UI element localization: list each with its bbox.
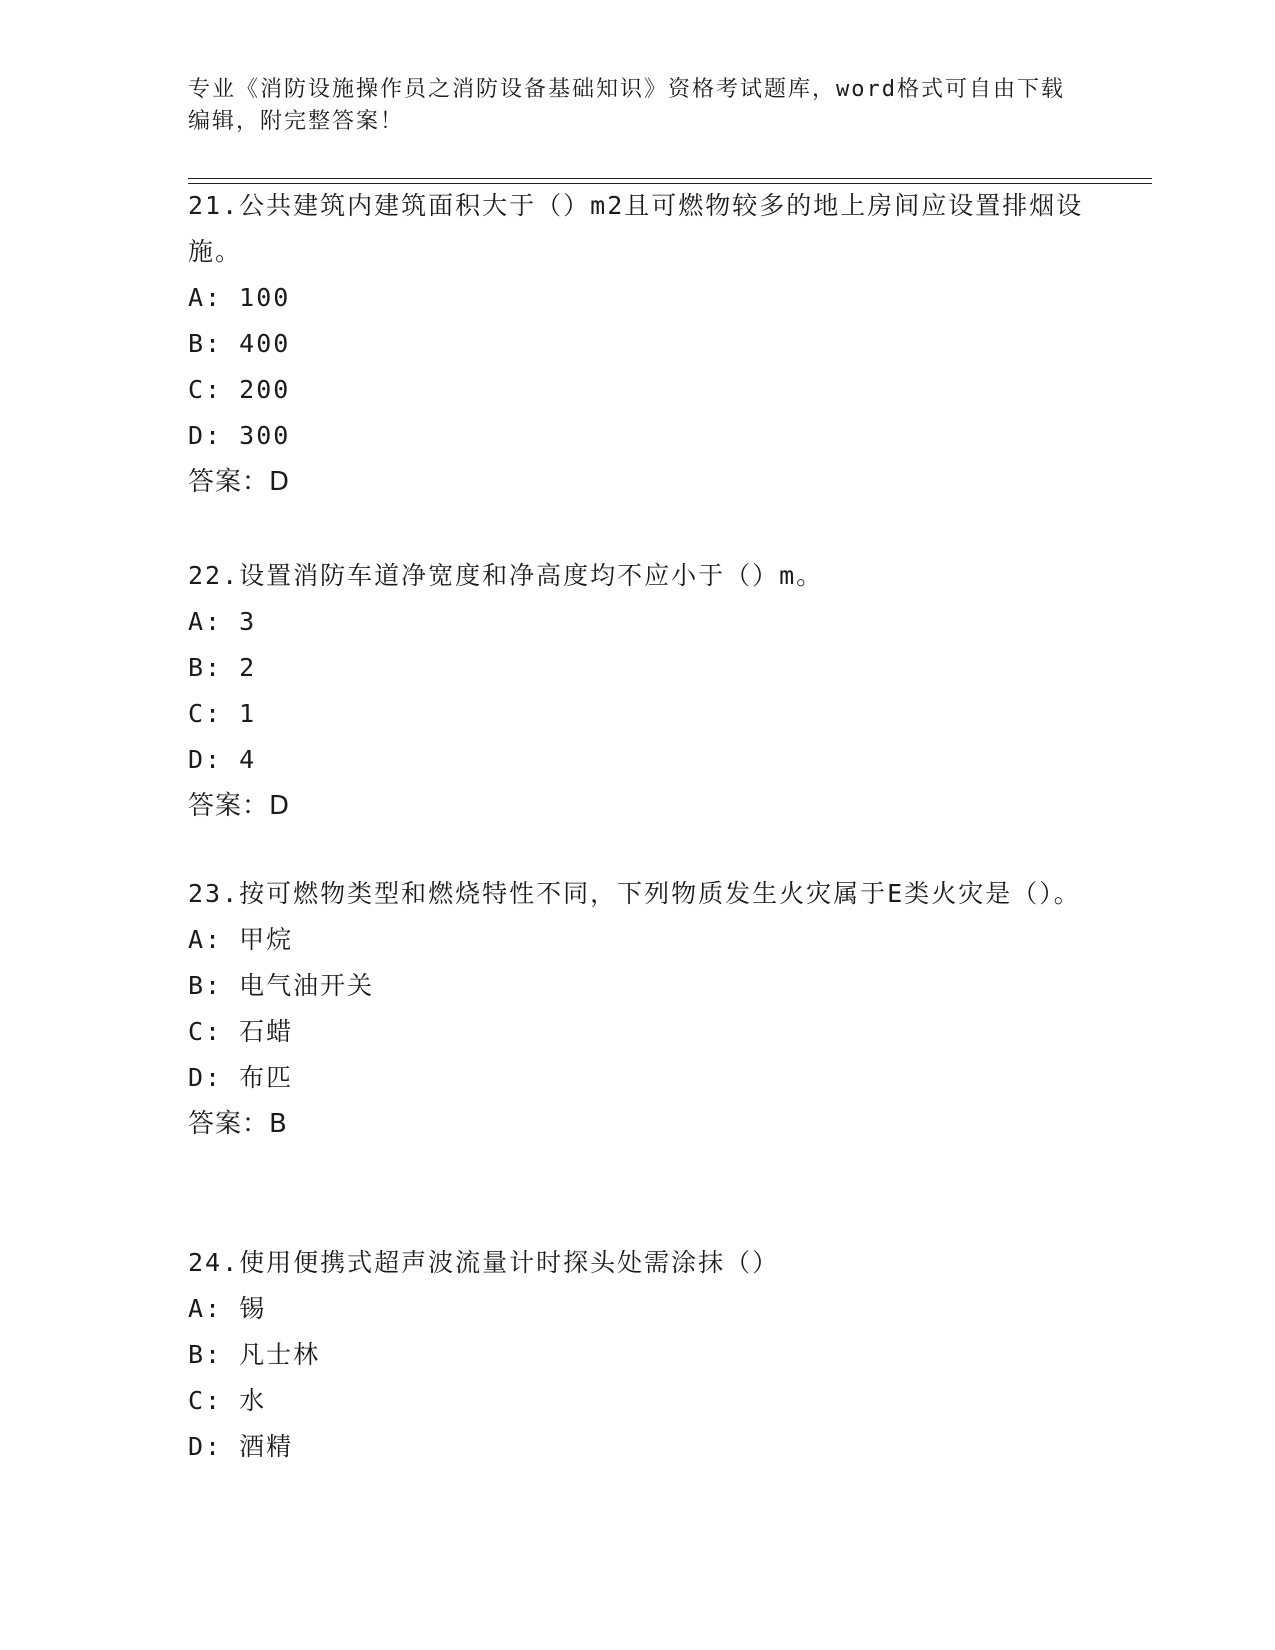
option-a: A: 甲烷 <box>188 925 294 954</box>
option-a: A: 100 <box>188 283 291 312</box>
question-24 <box>188 1240 1088 1470</box>
option-b: B: 400 <box>188 329 291 358</box>
option-d: D: 酒精 <box>188 1432 294 1461</box>
option-c: C: 石蜡 <box>188 1017 294 1046</box>
option-b: B: 电气油开关 <box>188 971 375 1000</box>
question-22 <box>188 553 1088 829</box>
question-21 <box>188 183 1088 505</box>
answer: 答案：B <box>188 1109 288 1139</box>
option-c: C: 水 <box>188 1386 267 1415</box>
option-b: B: 凡士林 <box>188 1340 321 1369</box>
question-stem: 23.按可燃物类型和燃烧特性不同，下列物质发生火灾属于E类火灾是（）。 <box>188 879 1081 908</box>
question-stem: 21.公共建筑内建筑面积大于（）m2且可燃物较多的地上房间应设置排烟设施。 <box>188 191 1084 266</box>
question-stem: 22.设置消防车道净宽度和净高度均不应小于（）m。 <box>188 561 824 590</box>
document-header: 专业《消防设施操作员之消防设备基础知识》资格考试题库，word格式可自由下载编辑，附完整答案！ <box>188 77 1065 134</box>
option-a: A: 3 <box>188 607 257 636</box>
header-divider-top <box>188 178 1152 179</box>
option-a: A: 锡 <box>188 1294 267 1323</box>
option-b: B: 2 <box>188 653 257 682</box>
option-d: D: 布匹 <box>188 1063 294 1092</box>
option-c: C: 1 <box>188 699 257 728</box>
question-23 <box>188 871 1088 1147</box>
answer: 答案：D <box>188 467 291 497</box>
option-c: C: 200 <box>188 375 291 404</box>
question-stem: 24.使用便携式超声波流量计时探头处需涂抹（） <box>188 1248 780 1277</box>
option-d: D: 300 <box>188 421 291 450</box>
option-d: D: 4 <box>188 745 257 774</box>
answer: 答案：D <box>188 791 291 821</box>
